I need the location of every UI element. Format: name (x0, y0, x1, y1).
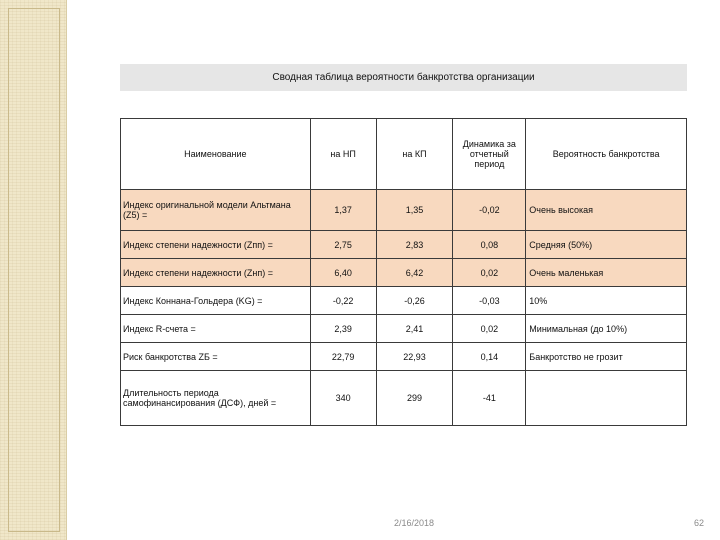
table-header-row (121, 119, 687, 190)
header-probability: Вероятность банкротства (526, 119, 687, 190)
page-number: 62 (694, 518, 705, 528)
row-dynamics: 0,02 (453, 259, 526, 287)
table-row (121, 259, 687, 287)
row-start-value: 22,79 (310, 343, 376, 371)
row-dynamics: -0,02 (453, 190, 526, 231)
row-probability: Банкротство не грозит (526, 343, 687, 371)
row-dynamics: -0,03 (453, 287, 526, 315)
row-dynamics: -41 (453, 371, 526, 426)
row-start-value: 2,39 (310, 315, 376, 343)
table-row (121, 190, 687, 231)
table-title-bar (120, 64, 687, 91)
table-row (121, 315, 687, 343)
row-end-value: 299 (376, 371, 453, 426)
row-name: Длительность периода самофинансирования (ДСФ), дней = (121, 371, 311, 426)
header-start-period: на НП (310, 119, 376, 190)
bankruptcy-table (120, 118, 687, 426)
row-end-value: 1,35 (376, 190, 453, 231)
header-name: Наименование (121, 119, 311, 190)
row-start-value: -0,22 (310, 287, 376, 315)
row-end-value: 2,41 (376, 315, 453, 343)
row-dynamics: 0,14 (453, 343, 526, 371)
row-start-value: 6,40 (310, 259, 376, 287)
row-name: Индекс степени надежности (Zпп) = (121, 231, 311, 259)
header-dynamics: Динамика за отчетный период (453, 119, 526, 190)
row-start-value: 1,37 (310, 190, 376, 231)
row-end-value: 22,93 (376, 343, 453, 371)
footer-date: 2/16/2018 (394, 518, 435, 528)
table-row (121, 287, 687, 315)
row-end-value: 6,42 (376, 259, 453, 287)
row-start-value: 340 (310, 371, 376, 426)
row-probability: Минимальная (до 10%) (526, 315, 687, 343)
table-row (121, 371, 687, 426)
row-dynamics: 0,08 (453, 231, 526, 259)
decorative-left-band (0, 0, 67, 540)
row-name: Индекс R-счета = (121, 315, 311, 343)
row-name: Индекс Коннана-Гольдера (KG) = (121, 287, 311, 315)
header-end-period: на КП (376, 119, 453, 190)
row-name: Индекс оригинальной модели Альтмана (Z5) = (121, 190, 311, 231)
row-start-value: 2,75 (310, 231, 376, 259)
row-probability: Очень маленькая (526, 259, 687, 287)
table-title: Сводная таблица вероятности банкротства организации (272, 72, 535, 83)
row-name: Индекс степени надежности (Zнп) = (121, 259, 311, 287)
row-probability: Средняя (50%) (526, 231, 687, 259)
row-probability (526, 371, 687, 426)
row-name: Риск банкротства ZБ = (121, 343, 311, 371)
table-row (121, 343, 687, 371)
row-end-value: -0,26 (376, 287, 453, 315)
row-end-value: 2,83 (376, 231, 453, 259)
row-probability: 10% (526, 287, 687, 315)
row-dynamics: 0,02 (453, 315, 526, 343)
decorative-frame (8, 8, 60, 532)
table-row (121, 231, 687, 259)
row-probability: Очень высокая (526, 190, 687, 231)
